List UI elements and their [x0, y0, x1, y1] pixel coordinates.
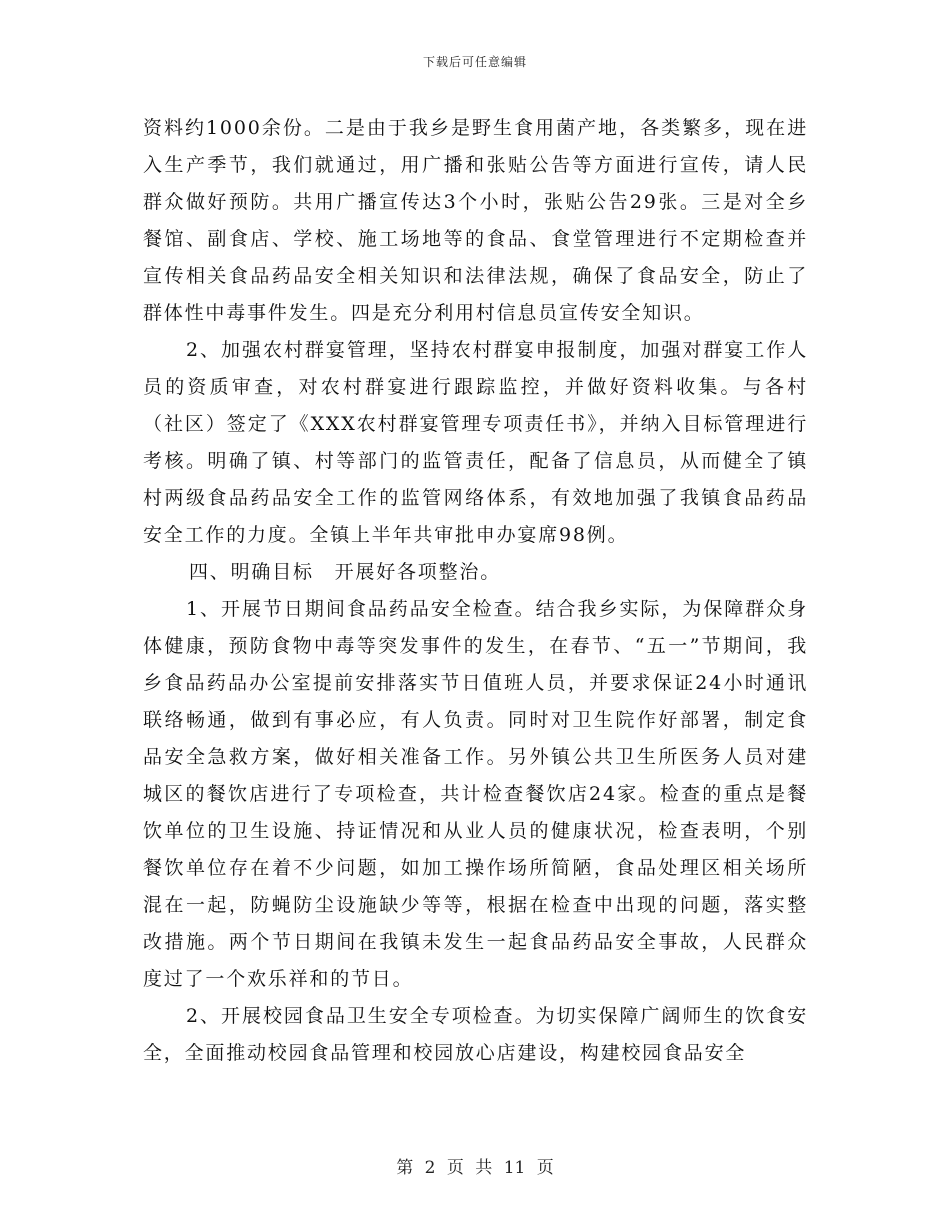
paragraph-rural-banquet: 2、加强农村群宴管理，坚持农村群宴申报制度，加强对群宴工作人员的资质审查，对农村群宴进行跟踪监控，并做好资料收集。与各村（社区）签定了《XXX农村群宴管理专项责任书》，并纳入目标管理进行考核。明确了镇、村等部门的监管责任，配备了信息员，从而健全了镇村两级食品药品安全工作的监管网络体系，有效地加强了我镇食品药品安全工作的力度。全镇上半年共审批申办宴席98例。	[143, 339, 808, 546]
paragraph-campus-inspection: 2、开展校园食品卫生安全专项检查。为切实保障广阔师生的饮食安全，全面推动校园食品管理和校园放心店建设，构建校园食品安全	[143, 1005, 808, 1064]
page-number-footer: 第 2 页 共 11 页	[396, 1158, 554, 1178]
page-header: 下载后可任意编辑	[422, 55, 527, 69]
paragraph-holiday-inspection: 1、开展节日期间食品药品安全检查。结合我乡实际，为保障群众身体健康，预防食物中毒等突发事件的发生，在春节、“五一”节期间，我乡食品药品办公室提前安排落实节日值班人员，并要求保证24小时通讯联络畅通，做到有事必应，有人负责。同时对卫生院作好部署，制定食品安全急救方案，做好相关准备工作。另外镇公共卫生所医务人员对建城区的餐饮店进行了专项检查，共计检查餐饮店24家。检查的重点是餐饮单位的卫生设施、持证情况和从业人员的健康状况，检查表明，个别餐饮单位存在着不少问题，如加工操作场所简陋，食品处理区相关场所混在一起，防蝇防尘设施缺少等等，根据在检查中出现的问题，落实整改措施。两个节日期间在我镇未发生一起食品药品安全事故，人民群众度过了一个欢乐祥和的节日。	[143, 598, 808, 990]
document-body	[143, 110, 808, 1072]
paragraph-continuation: 资料约1000余份。二是由于我乡是野生食用菌产地，各类繁多，现在进入生产季节，我们就通过，用广播和张贴公告等方面进行宣传，请人民群众做好预防。共用广播宣传达3个小时，张贴公告29张。三是对全乡餐馆、副食店、学校、施工场地等的食品、食堂管理进行不定期检查并宣传相关食品药品安全相关知识和法律法规，确保了食品安全，防止了群体性中毒事件发生。四是充分利用村信息员宣传安全知识。	[143, 117, 808, 324]
section-heading: 四、明确目标 开展好各项整治。	[189, 561, 502, 583]
